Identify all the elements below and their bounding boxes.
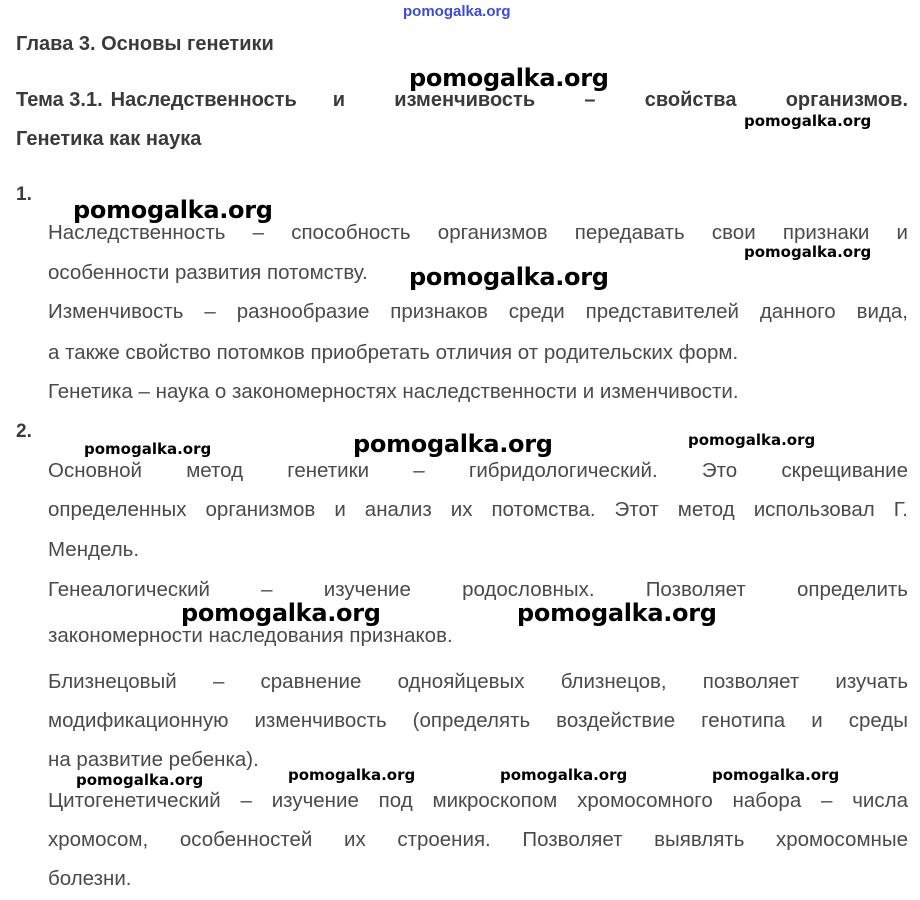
item2-line2: определенных организмов и анализ их потомства. Этот метод использовал Г.: [48, 498, 908, 521]
item2-line7: модификационную изменчивость (определять воздействие генотипа и среды: [48, 709, 908, 732]
item2-line6: Близнецовый – сравнение однояйцевых близнецов, позволяет изучать: [48, 670, 908, 693]
topic-title-line1: [16, 89, 908, 112]
item2-line4: Генеалогический – изучение родословных. Позволяет определить: [48, 578, 908, 601]
item2-line11: болезни.: [48, 867, 132, 890]
topic-prefix: Тема 3.1.: [16, 89, 103, 111]
item2-line1: Основной метод генетики – гибридологический. Это скрещивание: [48, 459, 908, 482]
watermark: pomogalka.org: [409, 64, 609, 92]
watermark-top-link: pomogalka.org: [403, 3, 511, 20]
item1-line5: Генетика – наука о закономерностях наследственности и изменчивости.: [48, 380, 739, 403]
topic-rest: и изменчивость – свойства организмов.: [332, 89, 908, 111]
item-number-1: 1.: [16, 184, 32, 205]
watermark: pomogalka.org: [73, 196, 273, 224]
topic-word-heredity: Наследственность: [110, 89, 297, 111]
watermark: pomogalka.org: [517, 599, 717, 627]
watermark: pomogalka.org: [712, 766, 840, 784]
item2-line3: Мендель.: [48, 538, 140, 561]
item2-line5: закономерности наследования признаков.: [48, 624, 453, 647]
watermark: pomogalka.org: [500, 766, 628, 784]
item-number-2: 2.: [16, 421, 32, 442]
item1-line1: Наследственность – способность организмов передавать свои признаки и: [48, 221, 908, 244]
watermark: pomogalka.org: [688, 431, 816, 449]
watermark: pomogalka.org: [181, 599, 381, 627]
watermark: pomogalka.org: [288, 766, 416, 784]
chapter-title: Глава 3. Основы генетики: [16, 33, 274, 55]
item2-line10: хромосом, особенностей их строения. Позволяет выявлять хромосомные: [48, 828, 908, 851]
item1-line4: а также свойство потомков приобретать отличия от родительских форм.: [48, 341, 739, 364]
item2-line8: на развитие ребенка).: [48, 748, 259, 771]
watermark: pomogalka.org: [84, 440, 212, 458]
item2-line9: Цитогенетический – изучение под микроскопом хромосомного набора – числа: [48, 789, 908, 812]
watermark: pomogalka.org: [409, 263, 609, 291]
watermark: pomogalka.org: [744, 112, 872, 130]
watermark: pomogalka.org: [744, 243, 872, 261]
item1-line3: Изменчивость – разнообразие признаков среди представителей данного вида,: [48, 300, 908, 323]
watermark: pomogalka.org: [76, 771, 204, 789]
topic-title-line2: Генетика как наука: [16, 128, 202, 150]
watermark: pomogalka.org: [353, 430, 553, 458]
item1-line2: особенности развития потомству.: [48, 261, 368, 284]
